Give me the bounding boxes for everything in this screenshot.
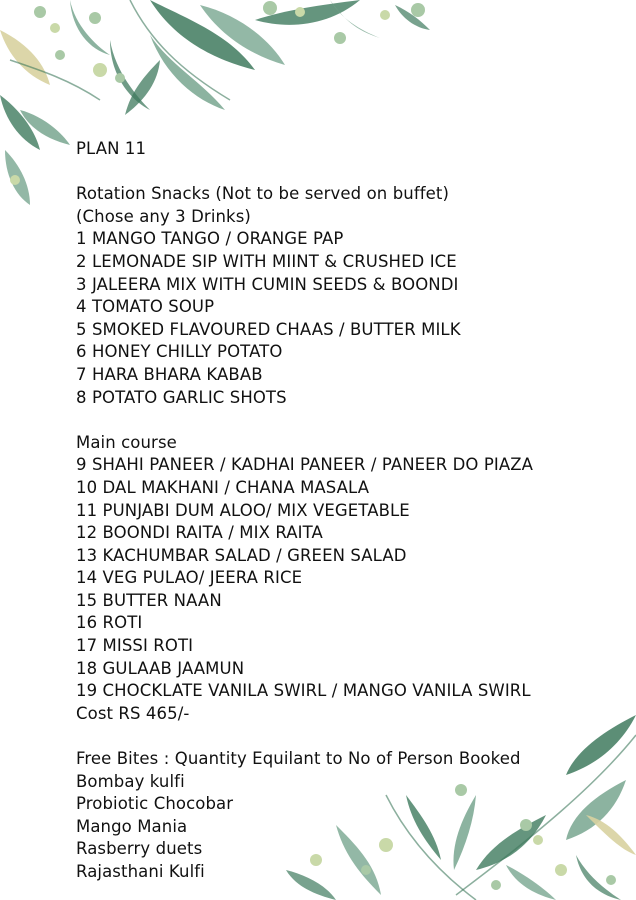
list-item: 6 HONEY CHILLY POTATO [76, 342, 283, 362]
list-item: 9 SHAHI PANEER / KADHAI PANEER / PANEER DO PIAZA [76, 455, 534, 475]
spacer [76, 161, 616, 184]
list-item: Probiotic Chocobar [76, 794, 234, 814]
spacer [76, 725, 616, 748]
snacks-subheading: (Chose any 3 Drinks) [76, 206, 251, 226]
list-item: 15 BUTTER NAAN [76, 590, 222, 610]
list-item: Bombay kulfi [76, 771, 185, 791]
snacks-list [76, 228, 616, 409]
list-item: 14 VEG PULAO/ JEERA RICE [76, 568, 303, 588]
list-item: 13 KACHUMBAR SALAD / GREEN SALAD [76, 545, 407, 565]
plan-title: PLAN 11 [76, 139, 147, 158]
list-item: 18 GULAAB JAAMUN [76, 658, 245, 678]
list-item: Rasberry duets [76, 839, 203, 859]
list-item: 1 MANGO TANGO / ORANGE PAP [76, 229, 344, 249]
free-bites-heading: Free Bites : Quantity Equilant to No of Person Booked [76, 749, 521, 769]
snacks-heading: Rotation Snacks (Not to be served on buffet) [76, 184, 449, 204]
list-item: 19 CHOCKLATE VANILA SWIRL / MANGO VANILA SWIRL [76, 681, 531, 701]
main-course-heading: Main course [76, 432, 177, 452]
list-item: 5 SMOKED FLAVOURED CHAAS / BUTTER MILK [76, 319, 461, 339]
list-item: 8 POTATO GARLIC SHOTS [76, 387, 287, 407]
cost-line: Cost RS 465/- [76, 703, 190, 723]
spacer [76, 409, 616, 432]
list-item: 4 TOMATO SOUP [76, 297, 215, 317]
menu-content [76, 138, 616, 884]
list-item: 17 MISSI ROTI [76, 636, 194, 656]
list-item: 10 DAL MAKHANI / CHANA MASALA [76, 477, 370, 497]
free-bites-list [76, 771, 616, 884]
list-item: 2 LEMONADE SIP WITH MIINT & CRUSHED ICE [76, 251, 457, 271]
list-item: 16 ROTI [76, 613, 143, 633]
list-item: Mango Mania [76, 816, 188, 836]
list-item: 11 PUNJABI DUM ALOO/ MIX VEGETABLE [76, 500, 410, 520]
list-item: 3 JALEERA MIX WITH CUMIN SEEDS & BOONDI [76, 274, 459, 294]
list-item: Rajasthani Kulfi [76, 862, 205, 881]
list-item: 7 HARA BHARA KABAB [76, 364, 263, 384]
main-course-list [76, 454, 616, 703]
list-item: 12 BOONDI RAITA / MIX RAITA [76, 523, 323, 543]
